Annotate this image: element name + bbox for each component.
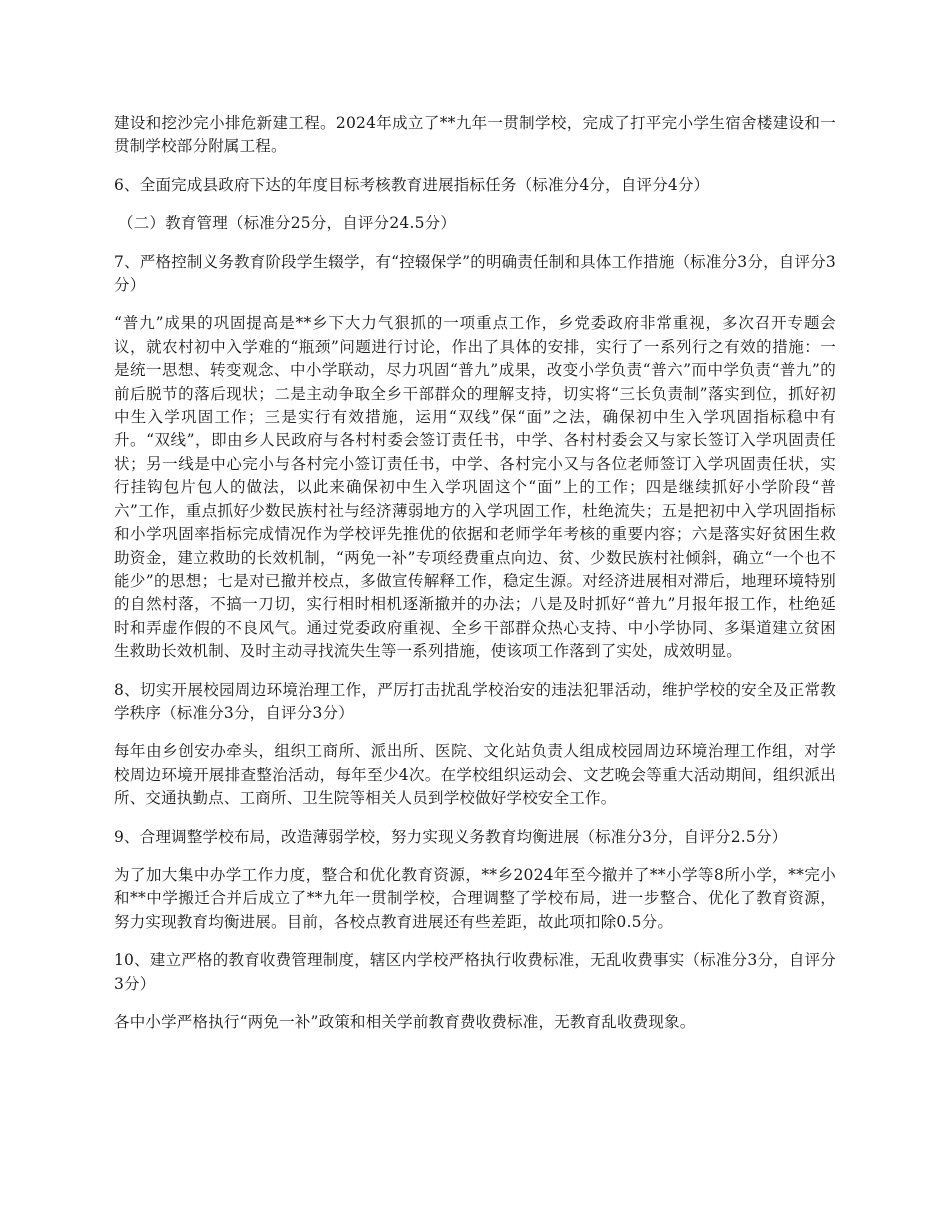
item-8-body: 每年由乡创安办牵头，组织工商所、派出所、医院、文化站负责人组成校园周边环境治理工作组，对学校周边环境开展排查整治活动，每年至少4次。在学校组织运动会、文艺晚会等重大活动期间，组织派出所、交通执勤点、工商所、卫生院等相关人员到学校做好学校安全工作。 [114,742,836,808]
item-10-body: 各中小学严格执行“两免一补”政策和相关学前教育费收费标准，无教育乱收费现象。 [114,1013,696,1031]
item-9-heading: 9、合理调整学校布局，改造薄弱学校，努力实现义务教育均衡进展（标准分3分，自评分2.5分） [114,827,788,846]
item-8-heading: 8、切实开展校园周边环境治理工作，严厉打击扰乱学校治安的违法犯罪活动，维护学校的安全及正常教学秩序（标准分3分，自评分3分） [114,680,836,722]
paragraph-construction: 建设和挖沙完小排危新建工程。2024年成立了**九年一贯制学校，完成了打平完小学生宿舍楼建设和一贯制学校部分附属工程。 [114,114,836,156]
item-9-body: 为了加大集中办学工作力度，整合和优化教育资源，**乡2024年至今撤并了**小学等8所小学，**完小和**中学搬迁合并后成立了**九年一贯制学校，合理调整了学校布局，进一步整合、优化了教育资源，努力实现教育均衡进展。目前，各校点教育进展还有些差距，故此项扣除0.5分。 [114,865,836,931]
section-education-management-heading: （二）教育管理（标准分25分，自评分24.5分） [118,214,457,233]
item-7-body: “普九”成果的巩固提高是**乡下大力气狠抓的一项重点工作，乡党委政府非常重视，多次召开专题会议，就农村初中入学难的“瓶颈”问题进行讨论，作出了具体的安排，实行了一系列行之有效的措施：一是统一思想、转变观念、中小学联动，尽力巩固“普九”成果，改变小学负责“普六”而中学负责“普九”的前后脱节的落后现状；二是主动争取全乡干部群众的理解支持，切实将“三长负责制”落实到位，抓好初中生入学巩固工作；三是实行有效措施，运用“双线”保“面”之法，确保初中生入学巩固指标稳中有升。“双线”，即由乡人民政府与各村村委会签订责任书，中学、各村村委会又与家长签订入学巩固责任状；另一线是中心完小与各村完小签订责任书，中学、各村完小又与各位老师签订入学巩固责任状，实行挂钩包片包人的做法，以此来确保初中生入学巩固这个“面”上的工作；四是继续抓好小学阶段“普六”工作，重点抓好少数民族村社与经济薄弱地方的入学巩固工作，杜绝流失；五是把初中入学巩固指标和小学巩固率指标完成情况作为学校评先推优的依据和老师学年考核的重要内容；六是落实好贫困生救助资金，建立救助的长效机制，“两免一补”专项经费重点向边、贫、少数民族村社倾斜，确立“一个也不能少”的思想；七是对已撤并校点，多做宣传解释工作，稳定生源。对经济进展相对滞后，地理环境特别的自然村落，不搞一刀切，实行相时相机逐渐撤并的办法；八是及时抓好“普九”月报年报工作，杜绝延时和弄虚作假的不良风气。通过党委政府重视、全乡干部群众热心支持、中小学协同、多渠道建立贫困生救助长效机制、及时主动寻找流失生等一系列措施，使该项工作落到了实处，成效明显。 [114,314,836,661]
item-10-heading: 10、建立严格的教育收费管理制度，辖区内学校严格执行收费标准，无乱收费事实（标准分3分，自评分3分） [114,951,836,993]
item-6-heading: 6、全面完成县政府下达的年度目标考核教育进展指标任务（标准分4分，自评分4分） [114,175,710,194]
item-7-heading: 7、严格控制义务教育阶段学生辍学，有“控辍保学”的明确责任制和具体工作措施（标准分3分，自评分3分） [114,252,836,295]
